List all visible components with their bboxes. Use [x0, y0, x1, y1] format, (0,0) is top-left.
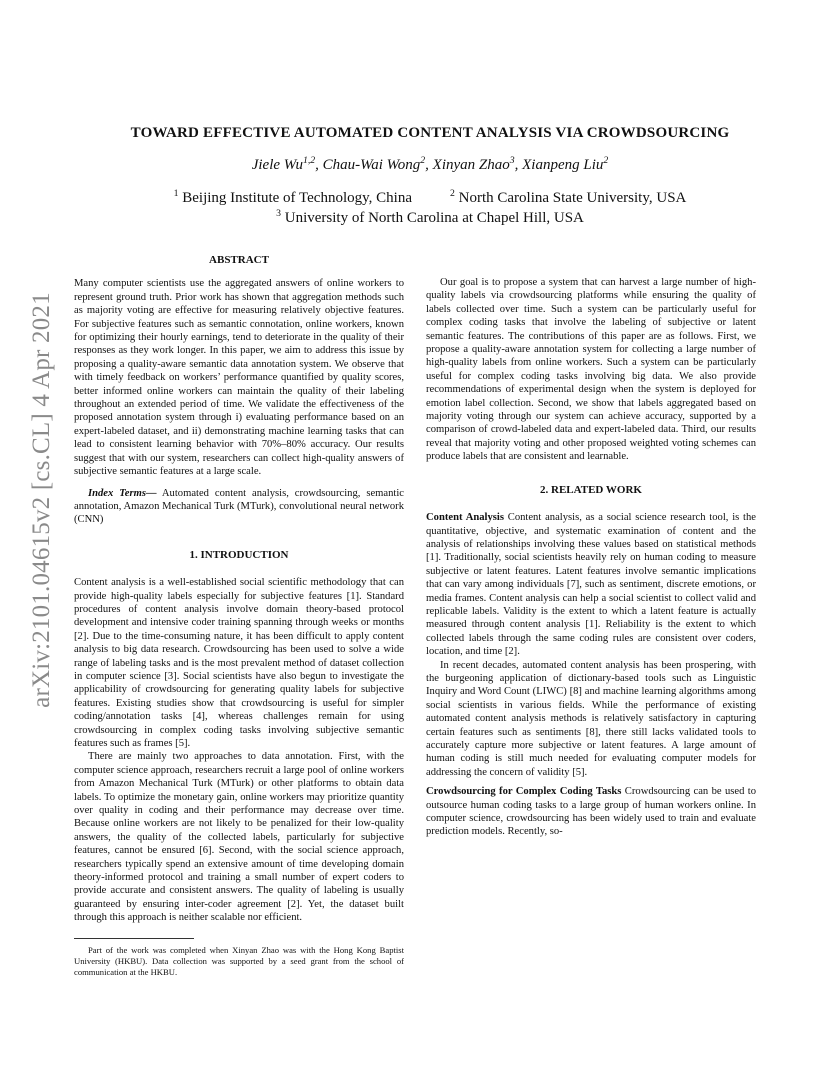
related-paragraph: Content Analysis Content analysis, as a social science research tool, is the quantitative, objective, and systematic examination of content and the analysis of relationships involving these values based on statistical methods [1]. Traditionally, social scientists heavily rely on human coding to measure subjective or latent features. Latent features involve semantic implications that can vary among individuals [7], such as sentiment, discrete emotions, or media frames. Content analysis can help a social scientist to collect valid and replicable labels. Validity is the extent to which a latent feature is actually measured through content analysis [1]. Reliability is the extent to which collected labels through the same coding rules are consistent over coders, location, and time [2]. [426, 512, 756, 658]
arxiv-identifier [22, 290, 62, 710]
related-paragraph: In recent decades, automated content analysis has been prospering, with the burgeoning application of dictionary-based tools such as Linguistic Inquiry and Word Count (LIWC) [8] and machine learning algorithms among social scientists in various fields. While the performance of existing automated content analysis methods is relatively satisfactory in capturing certain features such as sentiments [8], there still lacks validated tools to accurately capture more subjective or latent features. A large amount of human coding is still much needed for evaluating computer models for addressing the concern of validity [5]. [426, 659, 756, 778]
abstract-text: Many computer scientists use the aggregated answers of online workers to represent ground truth. Prior work has shown that aggregation methods such as majority voting are effective for measuring relatively objective features. For subjective features such as semantic connotation, online workers, known for optimizing their hourly earnings, tend to deteriorate in the quality of their responses as they work longer. In this paper, we aim to address this issue by proposing a quality-aware semantic data annotation system. We observe that with timely feedback on workers’ performance quantified by quality scores, better informed online workers can maintain the quality of their labeling throughout an extended period of time. We validate the effectiveness of the proposed annotation system through i) evaluating performance based on an expert-labeled dataset, and ii) demonstrating machine learning tasks that can lead to consistent learning behavior with 70%–80% accuracy. Our results suggest that with our system, researchers can collect high-quality answers of subjective semantic features at a large scale. [74, 278, 404, 478]
arxiv-identifier-text: arXiv:2101.04615v2 [cs.CL] 4 Apr 2021 [28, 292, 55, 708]
affiliation: $^3$ University of North Carolina at Chapel Hill, USA [276, 208, 584, 226]
paper-title: TOWARD EFFECTIVE AUTOMATED CONTENT ANALYSIS VIA CROWDSOURCING [130, 125, 730, 141]
author: Xianpeng Liu$^2$ [522, 155, 609, 173]
affiliation: $^1$ Beijing Institute of Technology, China [173, 188, 412, 206]
author: Xinyan Zhao$^3$, [432, 155, 523, 173]
affiliation: $^2$ North Carolina State University, USA [450, 188, 687, 206]
left-column [74, 254, 404, 925]
footnote [74, 938, 404, 978]
introduction-heading: 1. INTRODUCTION [189, 548, 289, 561]
right-column [426, 254, 756, 839]
affiliation-line [70, 210, 790, 227]
author-list [70, 157, 790, 174]
affiliation-line [70, 190, 790, 207]
related-paragraph: Crowdsourcing for Complex Coding Tasks Crowdsourcing can be used to outsource human coding tasks to a large group of human workers online. In computer science, crowdsourcing has been widely used to train and evaluate prediction models. Recently, so- [426, 786, 756, 838]
intro-paragraph: Our goal is to propose a system that can harvest a large number of high-quality labels via crowdsourcing platforms while ensuring the quality of labels collected over time. Such a system can be particularly useful for complex coding tasks that involve the labeling of subjective or latent semantic features. The contributions of this paper are as follows. First, we propose a quality-aware annotation system for collecting a large number of high-quality labels from online workers. Such a system can be particularly useful for complex coding tasks involving big data. We also provide recommendations of experimental design when the system is deployed for emotion label collection. Second, we show that labels aggregated based on majority voting through our system can achieve accuracy, supported by a comparison of crowd-labeled data and expert-labeled data. Third, our results reveal that majority voting and other proposed weighted voting schemes can produce labels that are consistent and learnable. [426, 277, 756, 463]
abstract-heading: ABSTRACT [209, 254, 269, 266]
related-work-heading: 2. RELATED WORK [540, 483, 642, 496]
footnote-text: Part of the work was completed when Xinyan Zhao was with the Hong Kong Baptist University (HKBU). Data collection was supported by a seed grant from the school of communication at the HKBU. [74, 945, 404, 977]
intro-paragraph: Content analysis is a well-established social scientific methodology that can provide high-quality labels especially for subjective features [1]. Standard procedures of content analysis involve domain theory-based protocol development and intensive coder training spanning through weeks or months [2]. Due to the time-consuming nature, it has been difficult to apply content analysis to big data research. Crowdsourcing has been used to solve a wide range of labeling tasks and is the most prevalent method of dataset collection in computer science [3]. Social scientists have also begun to investigate the applicability of crowdsourcing for generating quality labels for subjective features. Existing studies show that crowdsourcing is useful for simpler coding/annotation tasks [4], whereas challenges remain for using crowdsourcing in complex coding tasks involving subjective semantic features such as frames [5]. [74, 577, 404, 749]
crowdsourcing-subheading: Crowdsourcing for Complex Coding Tasks [426, 786, 622, 798]
intro-paragraph: There are mainly two approaches to data annotation. First, with the computer science approach, researchers recruit a large pool of online workers from Amazon Mechanical Turk (MTurk) or other platforms to obtain data labels. To optimize the monetary gain, online workers may prioritize quantity over quality in coding and their performance may decrease over time. Because online workers are not likely to be penalized for their low-quality answers, the quality of the collected labels, particularly for subjective features, cannot be ensured [6]. Second, with the social science approach, researchers typically spend an extensive amount of time developing domain theory-informed protocol and training a small number of expert coders to provide accurate and consistent answers. The quality of labeling is usually guaranteed by ensuring inter-coder agreement [2]. Yet, the dataset built through this approach is neither scalable nor efficient. [74, 751, 404, 924]
author: Chau-Wai Wong$^2$, [322, 155, 433, 173]
author: Jiele Wu$^{1,2}$, [251, 155, 323, 173]
content-analysis-subheading: Content Analysis [426, 512, 504, 524]
index-terms: Index Terms— Automated content analysis, crowdsourcing, semantic annotation, Amazon Mechanical Turk (MTurk), convolutional neural network (CNN) [74, 487, 404, 526]
footnote-rule [74, 938, 194, 939]
